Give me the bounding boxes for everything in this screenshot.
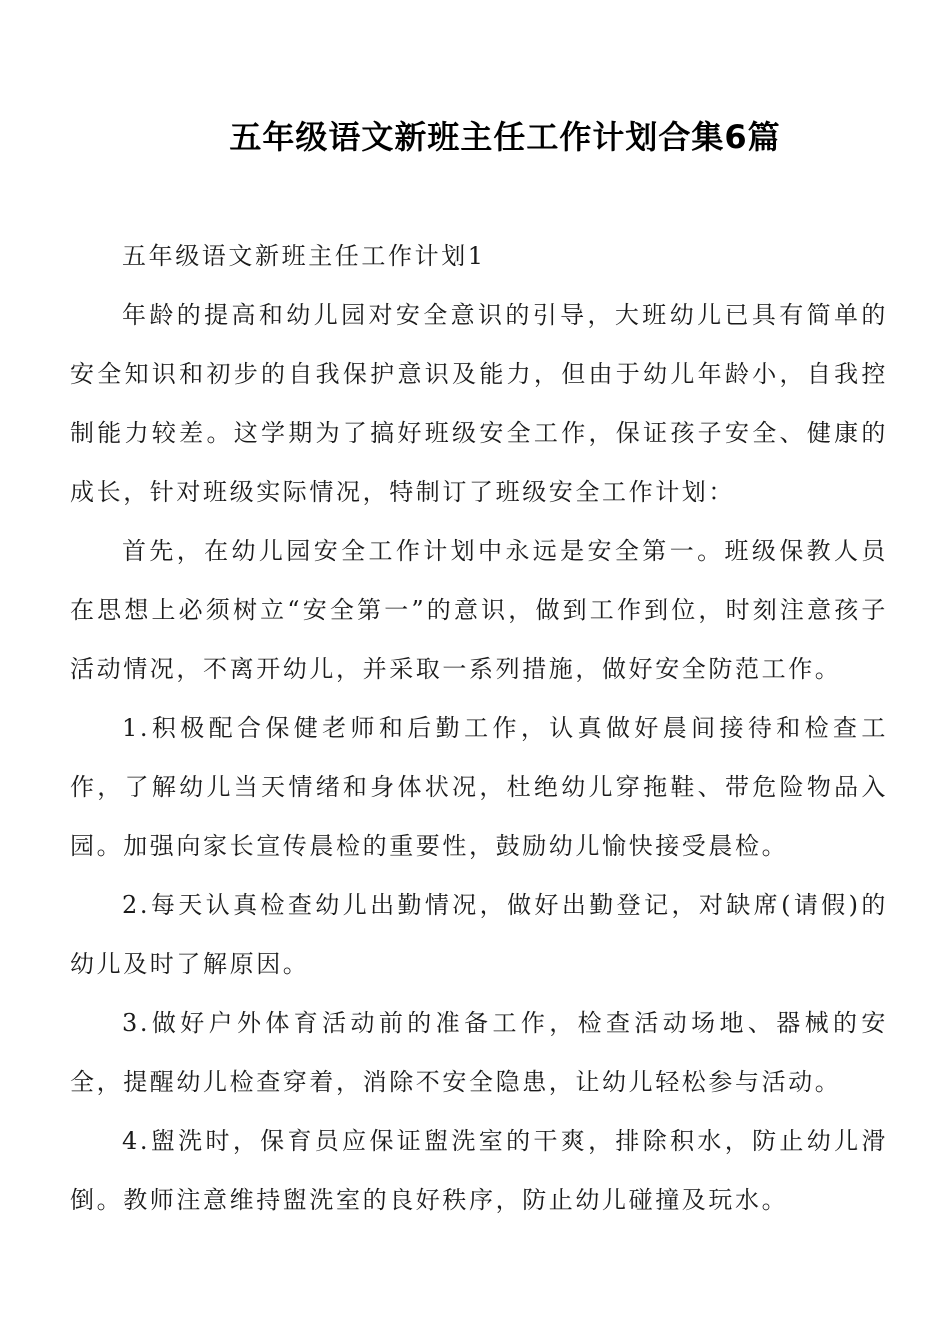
paragraph-item-2: 2.每天认真检查幼儿出勤情况，做好出勤登记，对缺席(请假)的幼儿及时了解原因。 [70,891,888,978]
section-heading: 五年级语文新班主任工作计划1 [122,242,486,270]
document-body [70,227,888,1230]
document-title: 五年级语文新班主任工作计划合集6篇 [229,118,781,157]
paragraph-item-4: 4.盥洗时，保育员应保证盥洗室的干爽，排除积水，防止幼儿滑倒。教师注意维持盥洗室的良好秩序，防止幼儿碰撞及玩水。 [70,1127,888,1214]
paragraph-item-3: 3.做好户外体育活动前的准备工作，检查活动场地、器械的安全，提醒幼儿检查穿着，消除不安全隐患，让幼儿轻松参与活动。 [70,1009,888,1096]
paragraph-safety-first: 首先，在幼儿园安全工作计划中永远是安全第一。班级保教人员在思想上必须树立“安全第一”的意识，做到工作到位，时刻注意孩子活动情况，不离开幼儿，并采取一系列措施，做好安全防范工作。 [70,537,888,683]
paragraph-item-1: 1.积极配合保健老师和后勤工作，认真做好晨间接待和检查工作，了解幼儿当天情绪和身体状况，杜绝幼儿穿拖鞋、带危险物品入园。加强向家长宣传晨检的重要性，鼓励幼儿愉快接受晨检。 [70,714,888,860]
paragraph-intro: 年龄的提高和幼儿园对安全意识的引导，大班幼儿已具有简单的安全知识和初步的自我保护意识及能力，但由于幼儿年龄小，自我控制能力较差。这学期为了搞好班级安全工作，保证孩子安全、健康的成长，针对班级实际情况，特制订了班级安全工作计划： [70,301,888,506]
